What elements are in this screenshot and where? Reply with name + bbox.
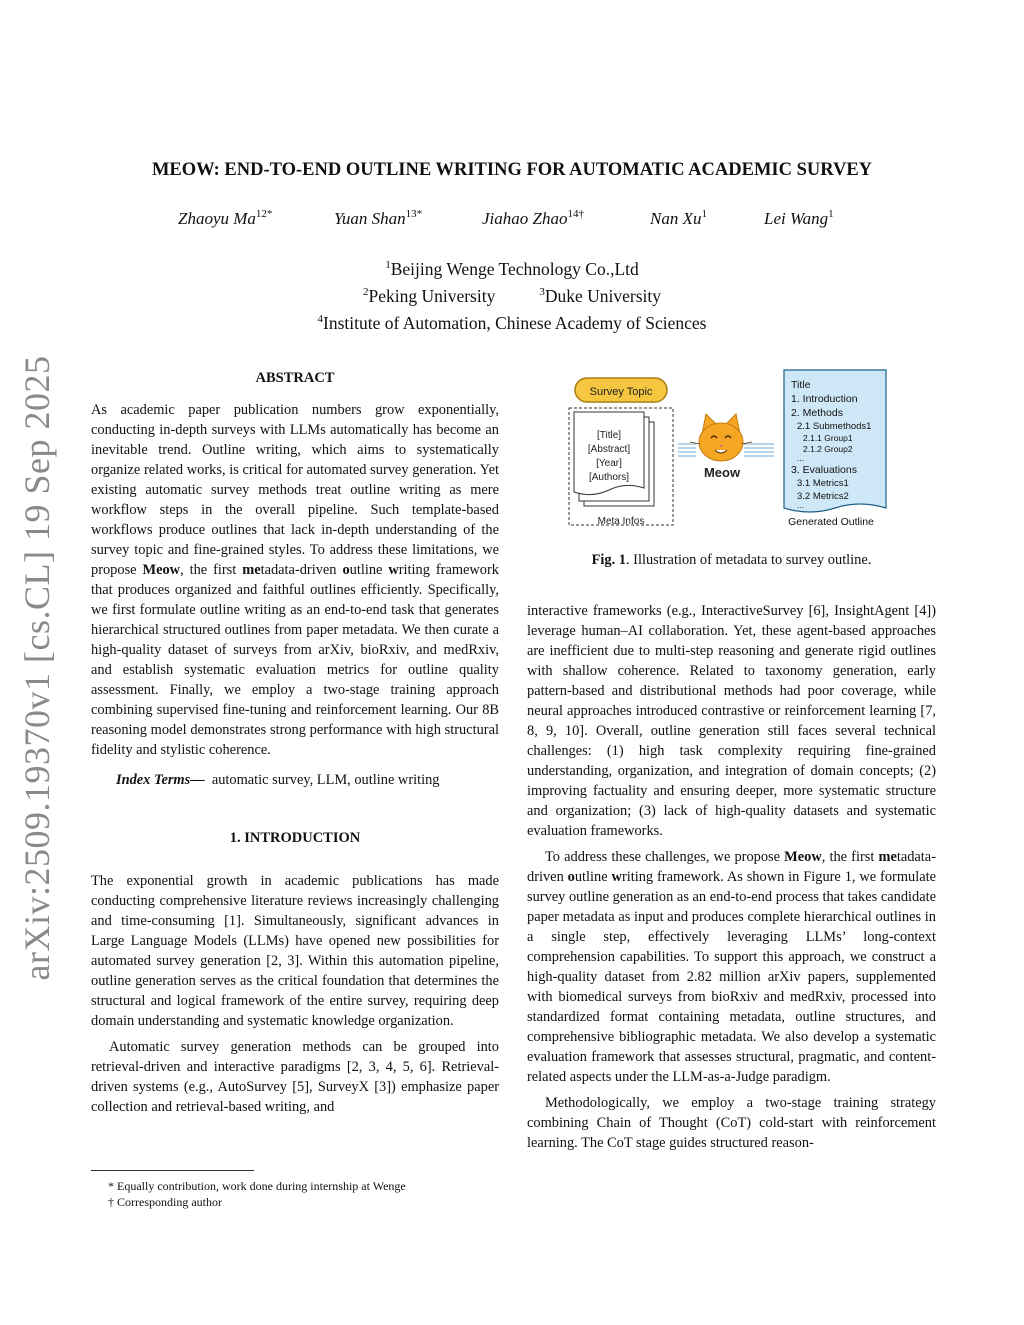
outline-line: ...: [797, 453, 805, 463]
outline-line: Title: [791, 379, 811, 391]
abstract-heading: ABSTRACT: [255, 370, 335, 386]
arxiv-id-text: arXiv:2509.19370v1 [cs.CL] 19 Sep 2025: [17, 355, 57, 981]
left-column: [91, 368, 499, 1117]
doc-field: [Year]: [596, 458, 622, 469]
outline-line: 3.1 Metrics1: [797, 478, 849, 489]
outline-line: 3. Evaluations: [791, 464, 857, 476]
footnotes: [108, 1178, 406, 1210]
output-arrow-icon: [744, 444, 774, 456]
intro-paragraph: Automatic survey generation methods can be grouped into retrieval-driven and interactive paradigms [2, 3, 4, 5, 6]. Retrieval-driven systems (e.g., AutoSurvey [5], SurveyX [3]) emphasize paper collection and retrieval-based writing, and: [91, 1039, 499, 1115]
footnote: † Corresponding author: [108, 1195, 222, 1209]
outline-line: 2.1.1 Group1: [803, 433, 853, 443]
outline-line: 3.2 Metrics2: [797, 491, 849, 502]
doc-field: [Authors]: [588, 472, 630, 483]
affiliation: $^4$Institute of Automation, Chinese Academy of Sciences: [317, 313, 707, 333]
arxiv-identifier-stamp: [0, 0, 70, 1325]
author-list: [178, 208, 858, 234]
affiliation: $^2$Peking University $^3$Duke University: [362, 286, 662, 306]
affiliation-list: [80, 254, 944, 335]
footnote-divider: [91, 1170, 254, 1171]
body-paragraph: interactive frameworks (e.g., InteractiveSurvey [6], InsightAgent [4]) leverage human–AI collaboration. Yet, these agent-based approaches are inefficient due to multi-step reasoning and generate rigid outlines with shallow coherence. Related to taxonomy generation, early pattern-based and distributional methods had poor coverage, while neural approaches introduced contrastive or reinforcement learning [7, 8, 9, 10]. Overall, outline generation still faces several technical challenges: (1) high task complexity requiring fine-grained understanding, organization, and integration of domain concepts; (2) improving factuality and ensuring deeper, more systematic structure and organization; (3) lack of high-quality datasets and systematic evaluation frameworks.: [527, 603, 936, 839]
author: Zhaoyu $Ma^{12*}$: [178, 208, 273, 228]
right-column: [527, 601, 936, 1153]
body-paragraph: Methodologically, we employ a two-stage training strategy combining Chain of Thought (CoT) cold-start with reinforcement learning. The CoT stage guides structured reason-: [527, 1095, 936, 1151]
outline-line: 2. Methods: [791, 407, 843, 419]
outline-line: 2.1 Submethods1: [797, 421, 872, 432]
survey-topic-label: Survey Topic: [589, 386, 653, 398]
input-arrow-icon: [678, 444, 696, 456]
footnote: * Equally contribution, work done during internship at Wenge: [108, 1179, 406, 1193]
affiliation: $^1$Beijing Wenge Technology Co.,Ltd: [385, 259, 639, 279]
outline-line: 2.1.2 Group2: [803, 444, 853, 454]
author: Lei Wang$^1$: [764, 208, 834, 228]
abstract-text: As academic paper publication numbers grow exponentially, conducting in-depth surveys with LLMs automatically has become an inevitable trend. Outline writing, which aims to systematically organize related works, is critical for automated survey generation. Yet existing automatic survey methods treat outline writing as mere workflow steps in the overall pipeline. Such template-based workflows produce outlines that lack in-depth understanding of the survey topic and fine-grained styles. To address these limitations, we propose Meow, the first metadata-driven outline writing framework that produces organized and faithful outlines efficiently. Specifically, we first formulate outline writing as an end-to-end task that generates hierarchical structured outlines from paper metadata. We then curate a high-quality dataset of surveys from arXiv, bioRxiv, and medRxiv, and establish systematic evaluation metrics for outline quality assessment. Finally, we employ a two-stage training approach combining supervised fine-tuning and reinforcement learning. Our 8B reasoning model demonstrates strong performance with high structural fidelity and stylistic coherence.: [91, 402, 499, 758]
generated-outline-label: Generated Outline: [788, 516, 874, 528]
doc-field: [Abstract]: [587, 444, 631, 455]
author: Yuan Shan$^{13*}$: [334, 208, 423, 228]
paper-title: MEOW: END-TO-END OUTLINE WRITING FOR AUTOMATIC ACADEMIC SURVEY: [151, 160, 873, 180]
index-terms: Index Terms— automatic survey, LLM, outline writing: [116, 772, 440, 788]
figure-metadata-to-outline: [560, 362, 900, 542]
intro-paragraph: The exponential growth in academic publications has made conducting comprehensive literature reviews increasingly challenging and time-consuming [1]. Simultaneously, significant advances in Large Language Models (LLMs) have opened new possibilities for automated survey generation [2, 3]. Within this automation pipeline, outline generation serves as the critical foundation that determines the structural and logical framework of the entire survey, requiring deep domain understanding and systematic knowledge organization.: [91, 873, 499, 1029]
outline-line: ...: [797, 500, 805, 510]
introduction-heading: 1. INTRODUCTION: [229, 830, 361, 846]
model-name-label: Meow: [703, 465, 741, 480]
author: Nan Xu$^1$: [650, 208, 707, 228]
doc-field: [Title]: [596, 430, 622, 441]
cat-face-icon: [690, 414, 752, 461]
meta-infos-label: Meta Infos: [597, 516, 645, 527]
author: Jiahao Zhao$^{14\dagger}$: [482, 208, 584, 228]
outline-line: 1. Introduction: [791, 393, 858, 405]
body-paragraph: To address these challenges, we propose Meow, the first metadata-driven outline writing framework. As shown in Figure 1, we formulate survey outline generation as an end-to-end process that takes candidate paper metadata as input and produces complete hierarchical outlines in a single step, effectively leveraging LLMs’ long-context comprehension capabilities. To support this approach, we construct a high-quality dataset from 2.82 million arXiv papers, supplemented with biomedical surveys from bioRxiv and medRxiv, processed into standardized format containing metadata, outline structures, and comprehensive bibliographic metadata. We also develop a systematic evaluation framework that assesses structural, pragmatic, and content-related aspects under the LLM-as-a-Judge paradigm.: [527, 849, 936, 1085]
figure-caption: Fig. 1. Illustration of metadata to survey outline.: [591, 552, 872, 568]
